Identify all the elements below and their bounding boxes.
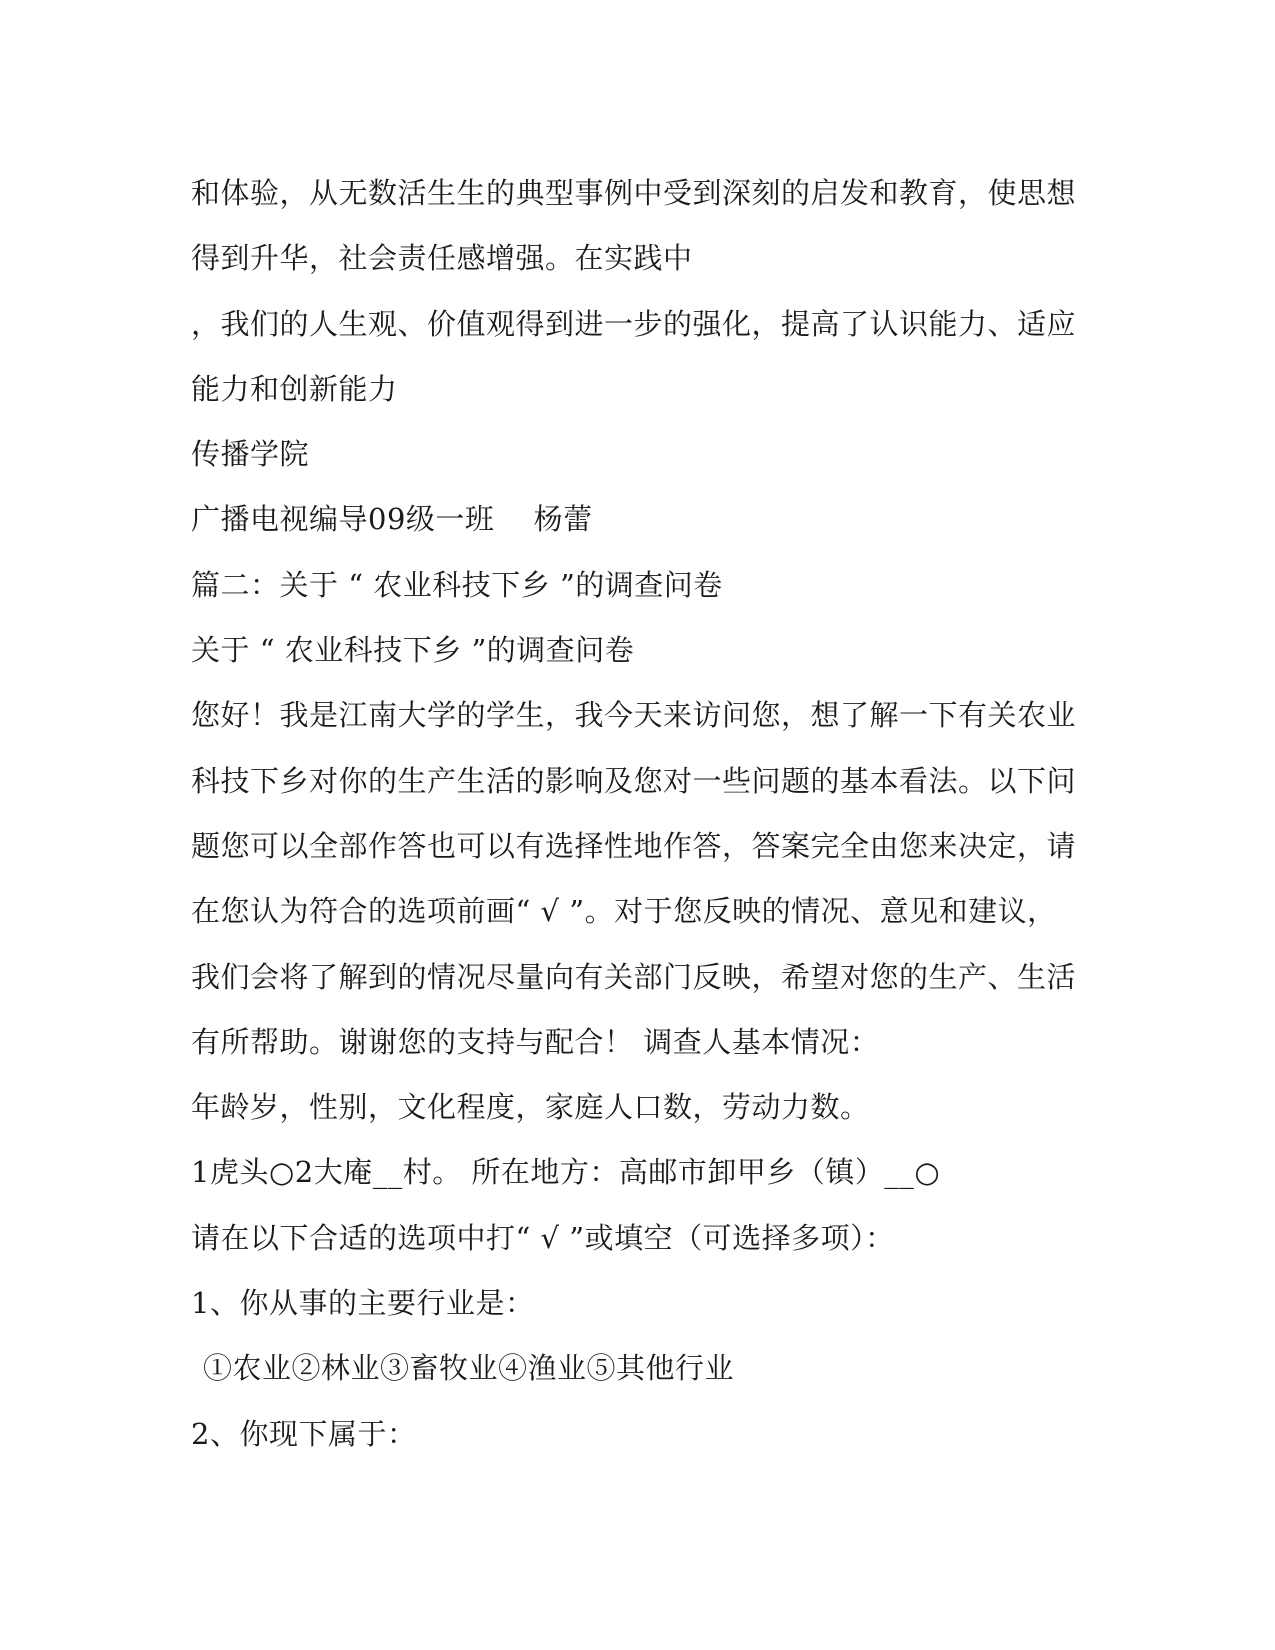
- paragraph-line: 在您认为符合的选项前画“ √ ”。对于您反映的情况、意见和建议，: [191, 894, 1057, 929]
- paragraph-line: 能力和创新能力: [191, 371, 398, 406]
- location-line: 1虎头○2大庵__村。 所在地方：高邮市卸甲乡（镇）__○: [191, 1155, 941, 1190]
- paragraph-line: 和体验，从无数活生生的典型事例中受到深刻的启发和教育，使思想: [191, 176, 1077, 210]
- paragraph-line: 得到升华，社会责任感增强。在实践中: [191, 241, 693, 276]
- question-2: 2、你现下属于：: [191, 1416, 417, 1451]
- question-1-options: ①农业②林业③畜牧业④渔业⑤其他行业: [203, 1351, 735, 1386]
- paragraph-line: 科技下乡对你的生产生活的影响及您对一些问题的基本看法。以下问: [191, 763, 1077, 798]
- instruction-line: 请在以下合适的选项中打“ √ ”或填空（可选择多项）：: [191, 1220, 895, 1255]
- basic-info-line: 年龄岁，性别，文化程度，家庭人口数，劳动力数。: [191, 1090, 870, 1125]
- paragraph-line: 有所帮助。谢谢您的支持与配合！ 调查人基本情况：: [191, 1024, 880, 1059]
- school-name: 传播学院: [191, 437, 310, 472]
- paragraph-line: ，我们的人生观、价值观得到进一步的强化，提高了认识能力、适应: [191, 306, 1077, 341]
- paragraph-line: 我们会将了解到的情况尽量向有关部门反映，希望对您的生产、生活: [191, 959, 1077, 994]
- question-1: 1、你从事的主要行业是：: [191, 1286, 535, 1321]
- paragraph-line: 您好！我是江南大学的学生，我今天来访问您，想了解一下有关农业: [191, 698, 1077, 733]
- document-body: [191, 161, 1077, 1467]
- paragraph-line: 题您可以全部作答也可以有选择性地作答，答案完全由您来决定，请: [191, 828, 1077, 863]
- section-heading: 篇二：关于 “ 农业科技下乡 ”的调查问卷: [191, 567, 723, 602]
- author-line: 广播电视编导09级一班 杨蕾: [191, 502, 593, 537]
- questionnaire-title: 关于 “ 农业科技下乡 ”的调查问卷: [191, 633, 635, 668]
